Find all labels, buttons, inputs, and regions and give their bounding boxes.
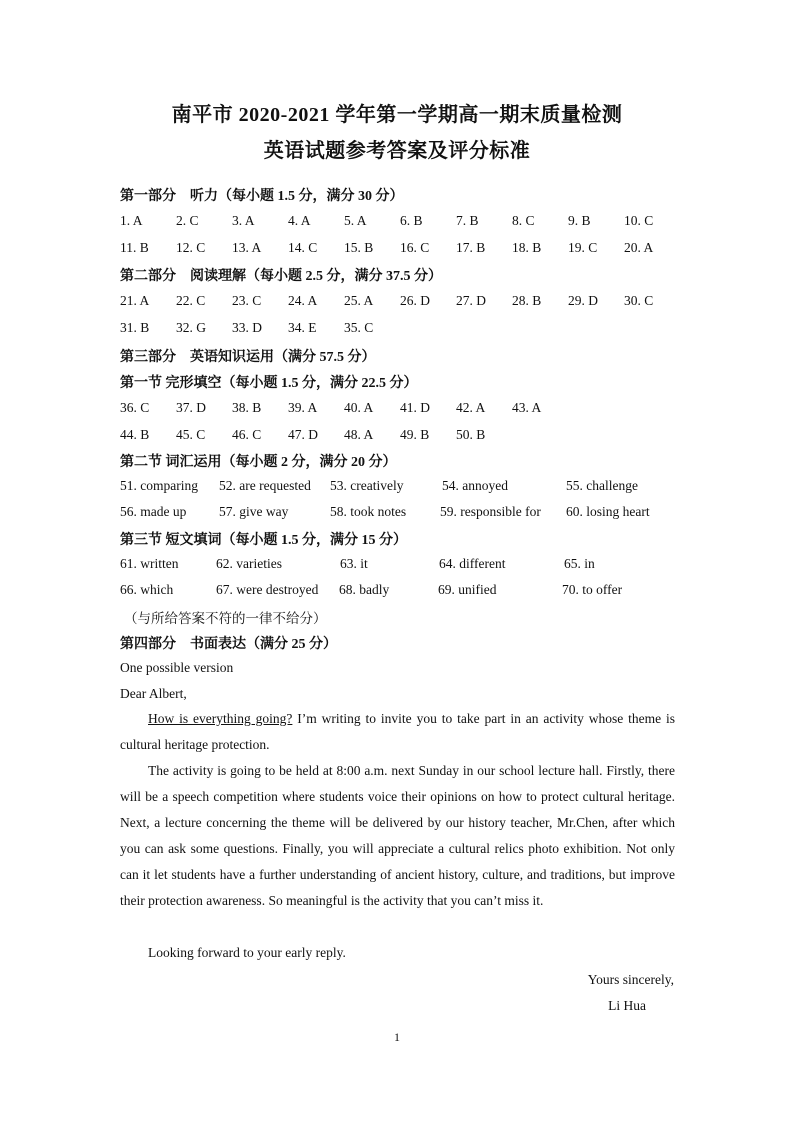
answer-cell: 12. C: [176, 240, 206, 255]
answer-cell: 28. B: [512, 293, 542, 308]
answer-cell: 31. B: [120, 320, 150, 335]
answer-cell: 51. comparing: [120, 478, 198, 493]
answer-cell: 66. which: [120, 582, 174, 597]
underlined-opening: How is everything going?: [148, 711, 293, 726]
answer-cell: 19. C: [568, 240, 598, 255]
answer-cell: 57. give way: [219, 504, 289, 519]
answer-cell: 22. C: [176, 293, 206, 308]
answer-cell: 42. A: [456, 400, 486, 415]
part2-heading: 第二部分 阅读理解（每小题 2.5 分，满分 37.5 分）: [120, 269, 442, 284]
answer-cell: 18. B: [512, 240, 542, 255]
answer-cell: 47. D: [288, 427, 318, 442]
answer-cell: 26. D: [400, 293, 430, 308]
answer-cell: 36. C: [120, 400, 150, 415]
answer-cell: 60. losing heart: [566, 504, 650, 519]
page-number: 1: [394, 1030, 400, 1044]
part1-heading: 第一部分 听力（每小题 1.5 分，满分 30 分）: [120, 189, 404, 204]
answer-cell: 21. A: [120, 293, 150, 308]
answer-cell: 4. A: [288, 213, 311, 228]
part3-sec3-heading: 第三节 短文填词（每小题 1.5 分，满分 15 分）: [120, 533, 407, 548]
answer-cell: 6. B: [400, 213, 423, 228]
answer-cell: 3. A: [232, 213, 255, 228]
answer-cell: 29. D: [568, 293, 598, 308]
answer-cell: 10. C: [624, 213, 654, 228]
answer-cell: 8. C: [512, 213, 535, 228]
answer-cell: 45. C: [176, 427, 206, 442]
answer-cell: 30. C: [624, 293, 654, 308]
answer-cell: 58. took notes: [330, 504, 407, 519]
answer-cell: 43. A: [512, 400, 542, 415]
letter-signature: Li Hua: [608, 998, 646, 1013]
answer-cell: 49. B: [400, 427, 430, 442]
answer-cell: 69. unified: [438, 582, 497, 597]
answer-cell: 23. C: [232, 293, 262, 308]
answer-cell: 14. C: [288, 240, 318, 255]
part3-sec1-heading: 第一节 完形填空（每小题 1.5 分，满分 22.5 分）: [120, 376, 418, 391]
answer-cell: 37. D: [176, 400, 206, 415]
version-label: One possible version: [120, 660, 234, 675]
answer-cell: 62. varieties: [216, 556, 282, 571]
answer-cell: 15. B: [344, 240, 374, 255]
answer-cell: 24. A: [288, 293, 318, 308]
answer-cell: 13. A: [232, 240, 262, 255]
page-subtitle: 英语试题参考答案及评分标准: [263, 140, 531, 162]
page-title: 南平市 2020-2021 学年第一学期高一期末质量检测: [171, 104, 623, 126]
answer-cell: 17. B: [456, 240, 486, 255]
answer-cell: 54. annoyed: [442, 478, 508, 493]
answer-cell: 34. E: [288, 320, 317, 335]
letter-paragraph-2: The activity is going to be held at 8:00 a.m. next Sunday in our school lecture hall. Firstly, there will be a speech competition where students voice their opinions on how to protect cultural heritage. Next, a lecture concerning the theme will be delivered by our history teacher, Mr.Chen, after which you can ask some questions. Finally, you will appreciate a cultural relics photo exhibition. Not only can it let students have a further understanding of ancient history, culture, and traditions, but improve their protection awareness. So meaningful is the activity that you can’t miss it.: [120, 763, 675, 908]
answer-cell: 16. C: [400, 240, 430, 255]
answer-cell: 9. B: [568, 213, 591, 228]
answer-cell: 70. to offer: [562, 582, 623, 597]
part4-heading: 第四部分 书面表达（满分 25 分）: [120, 637, 337, 652]
answer-cell: 1. A: [120, 213, 143, 228]
answer-cell: 32. G: [176, 320, 206, 335]
answer-cell: 39. A: [288, 400, 318, 415]
answer-cell: 63. it: [340, 556, 368, 571]
letter-paragraph-3: Looking forward to your early reply.: [148, 945, 346, 960]
answer-cell: 65. in: [564, 556, 595, 571]
answer-cell: 11. B: [120, 240, 149, 255]
answer-cell: 5. A: [344, 213, 367, 228]
answer-cell: 2. C: [176, 213, 199, 228]
letter-paragraph-1: [120, 706, 675, 758]
answer-cell: 35. C: [344, 320, 374, 335]
answer-cell: 64. different: [439, 556, 506, 571]
part3-sec2-heading: 第二节 词汇运用（每小题 2 分，满分 20 分）: [120, 455, 397, 470]
answer-cell: 61. written: [120, 556, 179, 571]
answer-cell: 55. challenge: [566, 478, 638, 493]
answer-cell: 68. badly: [339, 582, 390, 597]
part3-heading: 第三部分 英语知识运用（满分 57.5 分）: [120, 350, 376, 365]
answer-cell: 38. B: [232, 400, 262, 415]
answer-cell: 33. D: [232, 320, 262, 335]
answer-cell: 7. B: [456, 213, 479, 228]
answer-cell: 52. are requested: [219, 478, 311, 493]
answer-cell: 40. A: [344, 400, 374, 415]
answer-cell: 20. A: [624, 240, 654, 255]
letter-closing: Yours sincerely,: [587, 972, 674, 987]
answer-cell: 59. responsible for: [440, 504, 541, 519]
answer-cell: 41. D: [400, 400, 430, 415]
answer-cell: 56. made up: [120, 504, 187, 519]
letter-greeting: Dear Albert,: [120, 686, 187, 701]
answer-cell: 53. creatively: [330, 478, 404, 493]
answer-cell: 27. D: [456, 293, 486, 308]
answer-cell: 67. were destroyed: [216, 582, 319, 597]
scoring-note: （与所给答案不符的一律不给分）: [124, 611, 327, 626]
answer-cell: 46. C: [232, 427, 262, 442]
paragraph-1-text: I’m writing to invite you to take part in an activity whose theme is cultural heritage protection.: [120, 711, 675, 752]
answer-cell: 44. B: [120, 427, 150, 442]
answer-cell: 25. A: [344, 293, 374, 308]
answer-cell: 50. B: [456, 427, 486, 442]
answer-cell: 48. A: [344, 427, 374, 442]
